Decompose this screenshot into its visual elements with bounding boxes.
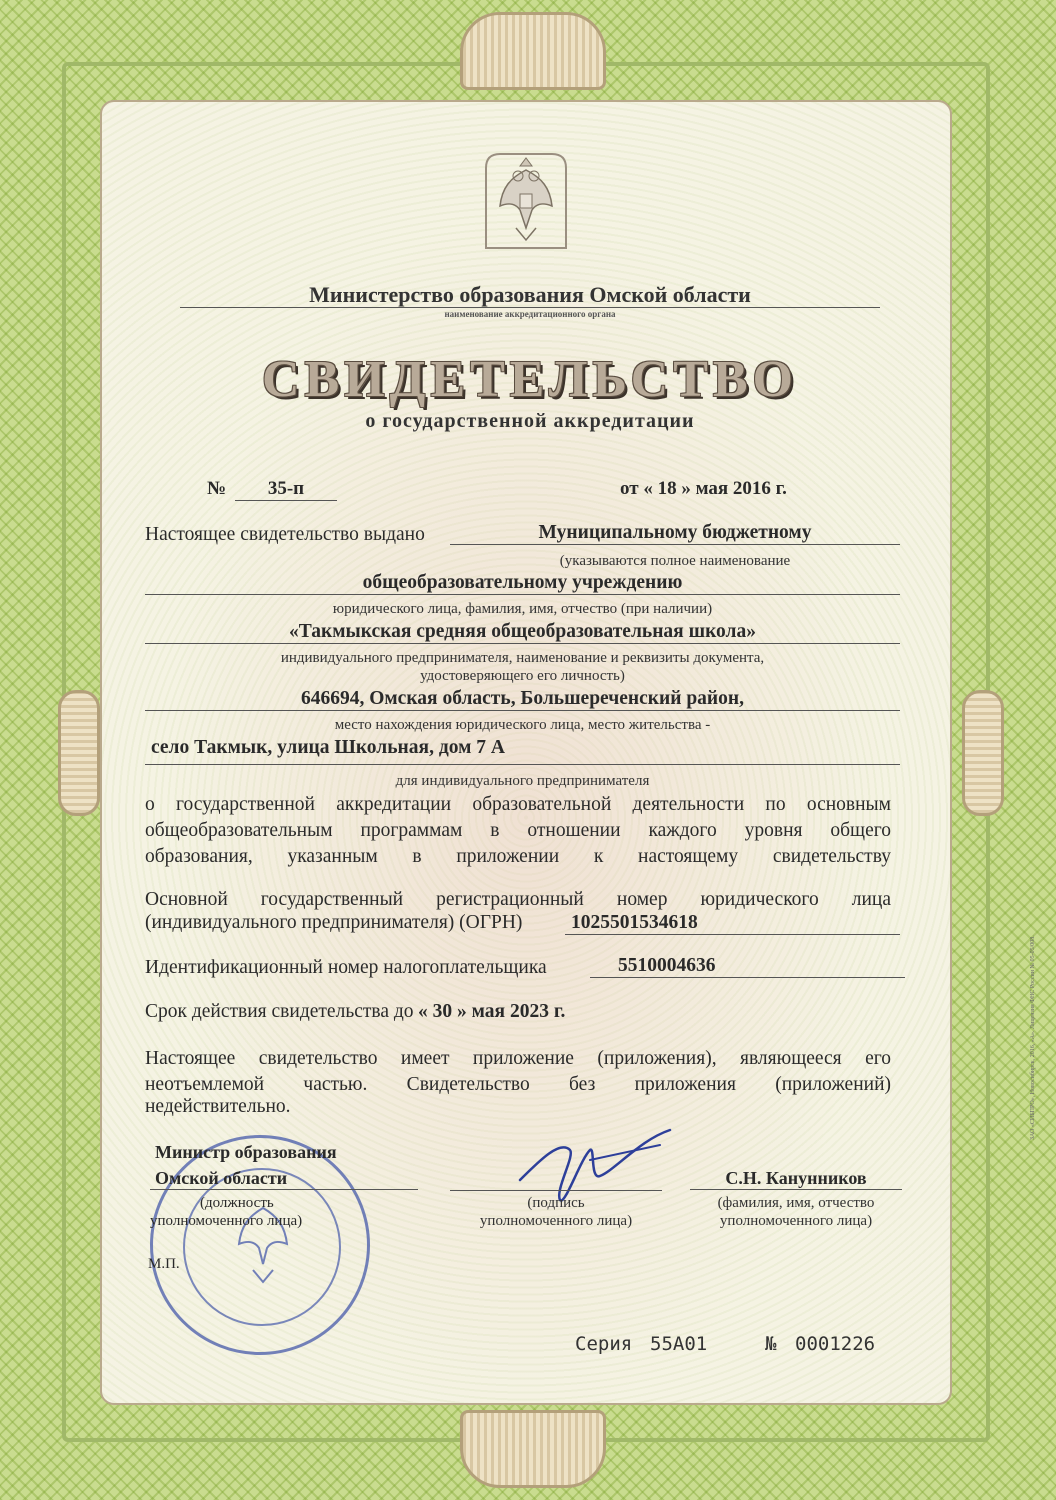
appendix-line-2: неотъемлемой частью. Свидетельство без приложения (приложений) — [145, 1074, 891, 1095]
signature-line — [450, 1190, 662, 1191]
position-note-1: (должность — [200, 1195, 274, 1211]
signer-name: С.Н. Канунников — [690, 1168, 902, 1190]
blank-number: 0001226 — [795, 1333, 876, 1355]
issued-note-5: для индивидуального предпринимателя — [395, 773, 650, 789]
ogrn-label: (индивидуального предпринимателя) (ОГРН) — [145, 912, 523, 933]
blank-number-label: № — [765, 1333, 777, 1355]
issued-note-3a: индивидуального предпринимателя, наименование и реквизиты документа, — [280, 650, 765, 666]
mp-label: М.П. — [148, 1256, 180, 1272]
issue-date: от « 18 » мая 2016 г. — [620, 478, 787, 499]
accreditation-line-1: о государственной аккредитации образовательной деятельности по основным — [145, 794, 891, 815]
document-title: СВИДЕТЕЛЬСТВО — [261, 351, 799, 408]
certificate-number: 35-п — [235, 478, 337, 501]
name-note-2: уполномоченного лица) — [719, 1213, 873, 1229]
issued-line-2: общеобразовательному учреждению — [145, 572, 900, 595]
issued-line-4: 646694, Омская область, Большереченский район, — [145, 688, 900, 711]
ogrn-value: 1025501534618 — [565, 912, 900, 935]
signature-note-1: (подпись — [527, 1195, 585, 1211]
left-ornament — [58, 690, 100, 816]
inn-label: Идентификационный номер налогоплательщика — [145, 957, 547, 978]
series-value: 55А01 — [650, 1333, 708, 1355]
issued-line-5: село Такмык, улица Школьная, дом 7 А — [145, 737, 900, 765]
issued-label: Настоящее свидетельство выдано — [145, 524, 425, 545]
issued-line-3: «Такмыкская средняя общеобразовательная школа» — [145, 621, 900, 644]
right-ornament — [962, 690, 1004, 816]
issued-note-3b: удостоверяющего его личность) — [420, 668, 625, 684]
name-note-1: (фамилия, имя, отчество — [717, 1195, 875, 1211]
signer-position-1: Министр образования — [155, 1142, 337, 1162]
issued-note-1: (указываются полное наименование — [559, 553, 791, 569]
accreditation-line-3: образования, указанным в приложении к настоящему свидетельству — [145, 846, 891, 867]
position-note-2: уполномоченного лица) — [150, 1213, 303, 1229]
top-ornament — [460, 12, 606, 90]
accreditation-line-2: общеобразовательным программам в отношении каждого уровня общего — [145, 820, 891, 841]
series-label: Серия — [575, 1333, 633, 1355]
validity-label: Срок действия свидетельства до — [145, 1001, 414, 1022]
coat-of-arms-icon — [480, 148, 572, 256]
bottom-ornament — [460, 1410, 606, 1488]
issued-note-2: юридического лица, фамилия, имя, отчество (при наличии) — [332, 601, 713, 617]
issued-line-1: Муниципальному бюджетному — [450, 522, 900, 545]
document-subtitle: о государственной аккредитации — [365, 410, 695, 432]
printer-note: ЗАО «СИБПРО», Новосибирск, 2016, «А». Лицензия ФНС России № 05-05/008. — [1030, 935, 1036, 1140]
appendix-line-3: недействительно. — [145, 1096, 291, 1117]
issued-note-4: место нахождения юридического лица, место жительства - — [334, 717, 711, 733]
ministry-name: Министерство образования Омской области — [309, 282, 751, 307]
inn-value: 5510004636 — [590, 955, 905, 978]
signature-note-2: уполномоченного лица) — [479, 1213, 633, 1229]
validity-date: « 30 » мая 2023 г. — [418, 1001, 566, 1022]
signer-position-2: Омской области — [150, 1168, 418, 1190]
appendix-line-1: Настоящее свидетельство имеет приложение (приложения), являющееся его — [145, 1048, 891, 1069]
ministry-underline — [180, 307, 880, 308]
ogrn-line-1: Основной государственный регистрационный номер юридического лица — [145, 889, 891, 910]
number-label: № — [207, 478, 227, 499]
ministry-note: наименование аккредитационного органа — [444, 309, 616, 319]
